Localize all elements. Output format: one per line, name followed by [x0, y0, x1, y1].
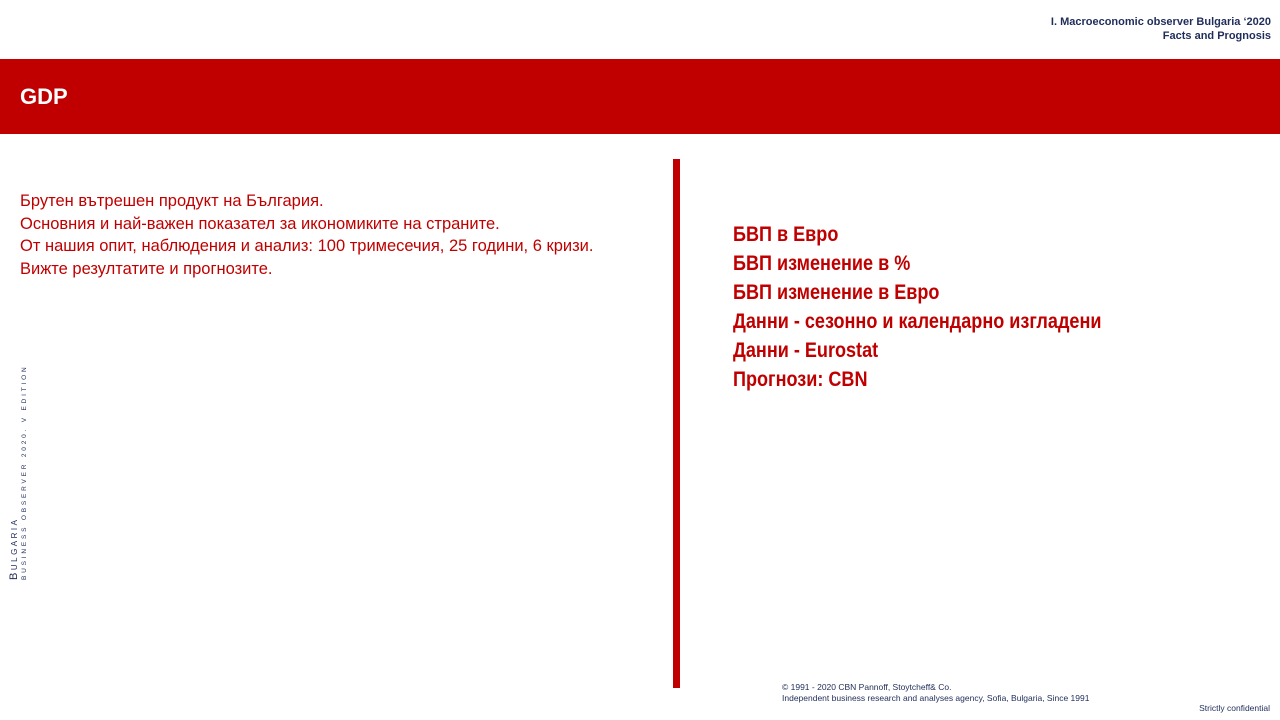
report-title: I. Macroeconomic observer Bulgaria ‘2020 — [1050, 16, 1271, 28]
vertical-label-cap: B — [8, 570, 20, 580]
topic-item: Прогнози: CBN — [733, 368, 868, 391]
copyright-line: © 1991 - 2020 CBN Pannoff, Stoytcheff& Co. — [782, 682, 952, 692]
topic-item: БВП изменение в % — [733, 252, 911, 275]
intro-line: Основния и най-важен показател за икономиките на страните. — [20, 214, 500, 233]
topic-item: Данни - сезонно и календарно изгладени — [733, 310, 1102, 333]
vertical-label-edition: BUSINESS OBSERVER 2020. V EDITION — [21, 364, 28, 580]
page-title: GDP — [20, 84, 68, 109]
topic-item: Данни - Eurostat — [733, 339, 879, 362]
confidential-note: Strictly confidential — [1199, 703, 1270, 713]
topic-item: БВП изменение в Евро — [733, 281, 940, 304]
vertical-edition-label — [10, 365, 29, 580]
copyright-footer — [782, 682, 1089, 704]
intro-text — [20, 190, 593, 280]
intro-line: Брутен вътрешен продукт на България. — [20, 192, 324, 210]
vertical-label-rest: ULGARIA — [10, 517, 19, 571]
topic-item: БВП в Евро — [733, 223, 839, 246]
title-banner — [0, 59, 1280, 134]
vertical-label-brand — [10, 365, 19, 580]
topic-list — [733, 220, 1101, 394]
vertical-divider — [673, 159, 680, 688]
intro-line: Вижте резултатите и прогнозите. — [20, 259, 273, 278]
agency-line: Independent business research and analyses agency, Sofia, Bulgaria, Since 1991 — [782, 693, 1090, 703]
report-header — [1051, 15, 1271, 43]
intro-line: От нашия опит, наблюдения и анализ: 100 тримесечия, 25 години, 6 кризи. — [20, 237, 594, 255]
report-subtitle: Facts and Prognosis — [1162, 30, 1271, 42]
